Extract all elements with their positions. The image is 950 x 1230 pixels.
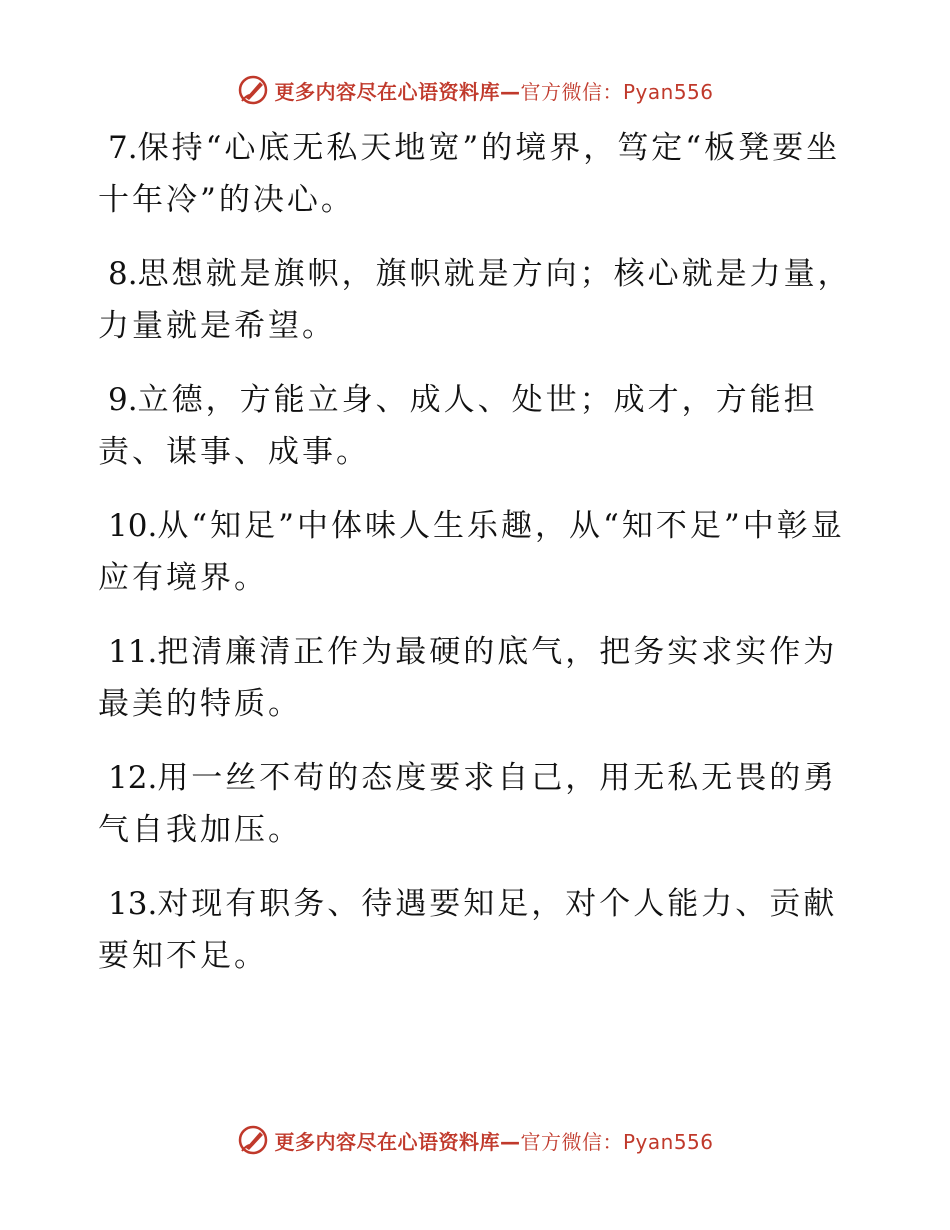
item-text: 思想就是旗帜，旗帜就是方向；核心就是力量，力量就是希望。 <box>98 256 852 344</box>
footer-banner <box>0 1120 950 1160</box>
pen-logo-icon <box>236 73 270 107</box>
item-number: 13. <box>108 886 158 922</box>
item-text: 用一丝不苟的态度要求自己，用无私无畏的勇气自我加压。 <box>98 760 838 848</box>
list-item <box>98 878 858 982</box>
banner-wechat-id: Pyan556 <box>622 1129 714 1154</box>
item-number: 7. <box>108 130 138 166</box>
quote-list <box>98 122 858 1004</box>
item-text: 对现有职务、待遇要知足，对个人能力、贡献要知不足。 <box>98 886 838 974</box>
banner-dash: — <box>499 1129 521 1154</box>
item-text: 立德，方能立身、成人、处世；成才，方能担责、谋事、成事。 <box>98 382 818 470</box>
banner-prefix: 更多内容尽在心语资料库 <box>274 79 500 104</box>
header-banner <box>0 70 950 110</box>
list-item <box>98 248 858 352</box>
banner-text <box>274 76 713 105</box>
item-number: 9. <box>108 382 138 418</box>
list-item <box>98 122 858 226</box>
banner-prefix: 更多内容尽在心语资料库 <box>274 1129 500 1154</box>
banner-wechat-id: Pyan556 <box>622 79 714 104</box>
item-number: 12. <box>108 760 158 796</box>
banner-dash: — <box>499 79 521 104</box>
item-number: 10. <box>108 508 158 544</box>
item-text: 保持“心底无私天地宽”的境界，笃定“板凳要坐十年冷”的决心。 <box>98 130 841 218</box>
list-item <box>98 374 858 478</box>
list-item <box>98 500 858 604</box>
item-number: 8. <box>108 256 138 292</box>
banner-official: 官方微信： <box>520 79 623 104</box>
list-item <box>98 752 858 856</box>
banner-official: 官方微信： <box>520 1129 623 1154</box>
pen-logo-icon <box>236 1123 270 1157</box>
list-item <box>98 626 858 730</box>
item-text: 从“知足”中体味人生乐趣，从“知不足”中彰显应有境界。 <box>98 508 845 596</box>
banner-text <box>274 1126 713 1155</box>
item-text: 把清廉清正作为最硬的底气，把务实求实作为最美的特质。 <box>98 634 838 722</box>
item-number: 11. <box>108 634 158 670</box>
